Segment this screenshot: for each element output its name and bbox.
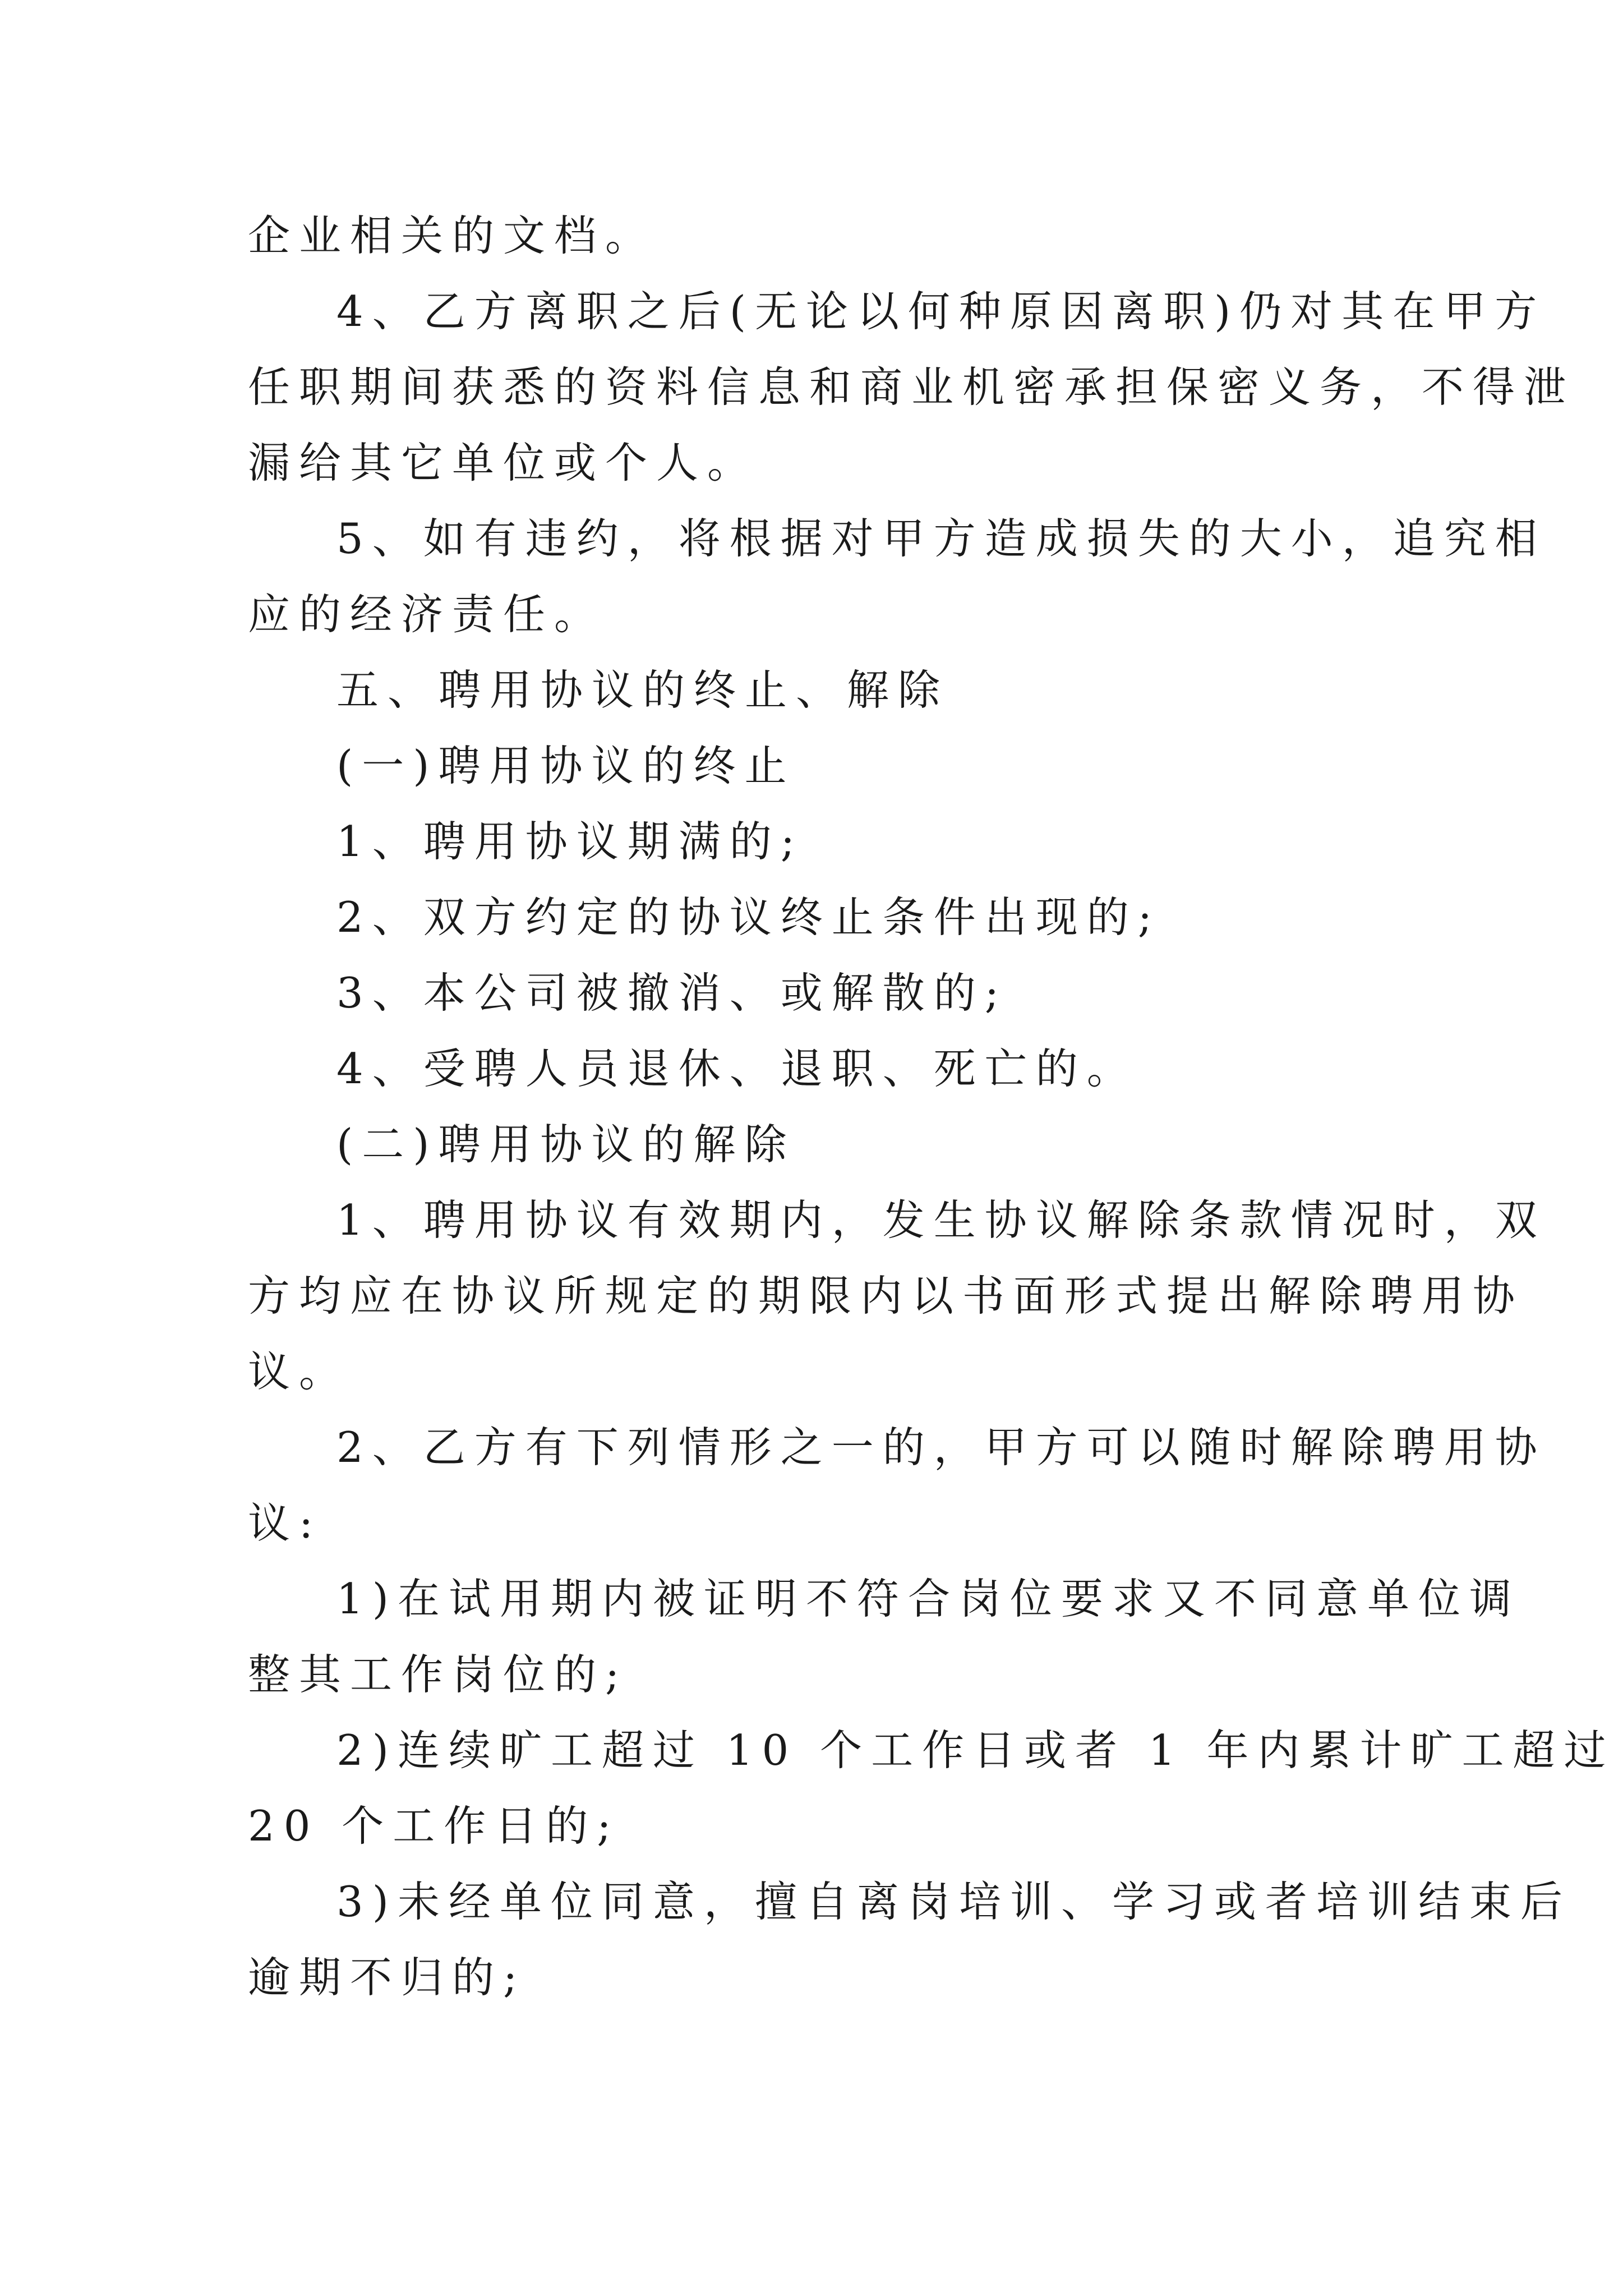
text-line-1: 企业相关的文档。 [248, 211, 657, 260]
text-line-3: 任职期间获悉的资料信息和商业机密承担保密义务，不得泄 [248, 362, 1575, 412]
text-line-15: 方均应在协议所规定的期限内以书面形式提出解除聘用协 [248, 1271, 1524, 1320]
text-line-22: 20 个工作日的; [248, 1801, 620, 1851]
text-line-17: 2、乙方有下列情形之一的，甲方可以随时解除聘用协 [336, 1423, 1546, 1472]
text-line-20: 整其工作岗位的; [248, 1650, 629, 1699]
section-heading-5: 五、聘用协议的终止、解除 [336, 665, 949, 715]
text-line-18: 议: [248, 1498, 322, 1548]
text-line-10: 2、双方约定的协议终止条件出现的; [336, 892, 1161, 942]
subsection-heading-2: (二)聘用协议的解除 [336, 1120, 796, 1169]
text-line-11: 3、本公司被撤消、或解散的; [336, 968, 1008, 1018]
text-line-14: 1、聘用协议有效期内，发生协议解除条款情况时，双 [336, 1195, 1546, 1245]
text-line-19: 1)在试用期内被证明不符合岗位要求又不同意单位调 [336, 1574, 1520, 1623]
text-line-21: 2)连续旷工超过 10 个工作日或者 1 年内累计旷工超过 [336, 1726, 1615, 1775]
text-line-5: 5、如有违约，将根据对甲方造成损失的大小，追究相 [336, 514, 1546, 563]
text-line-9: 1、聘用协议期满的; [336, 817, 804, 866]
text-line-4: 漏给其它单位或个人。 [248, 438, 759, 487]
text-line-2: 4、乙方离职之后(无论以何种原因离职)仍对其在甲方 [336, 287, 1546, 336]
subsection-heading-1: (一)聘用协议的终止 [336, 741, 796, 790]
text-line-16: 议。 [248, 1347, 351, 1396]
text-line-24: 逾期不归的; [248, 1953, 527, 2002]
text-line-23: 3)未经单位同意，擅自离岗培训、学习或者培训结束后 [336, 1877, 1571, 1926]
text-line-6: 应的经济责任。 [248, 590, 606, 639]
text-line-12: 4、受聘人员退休、退职、死亡的。 [336, 1044, 1138, 1093]
